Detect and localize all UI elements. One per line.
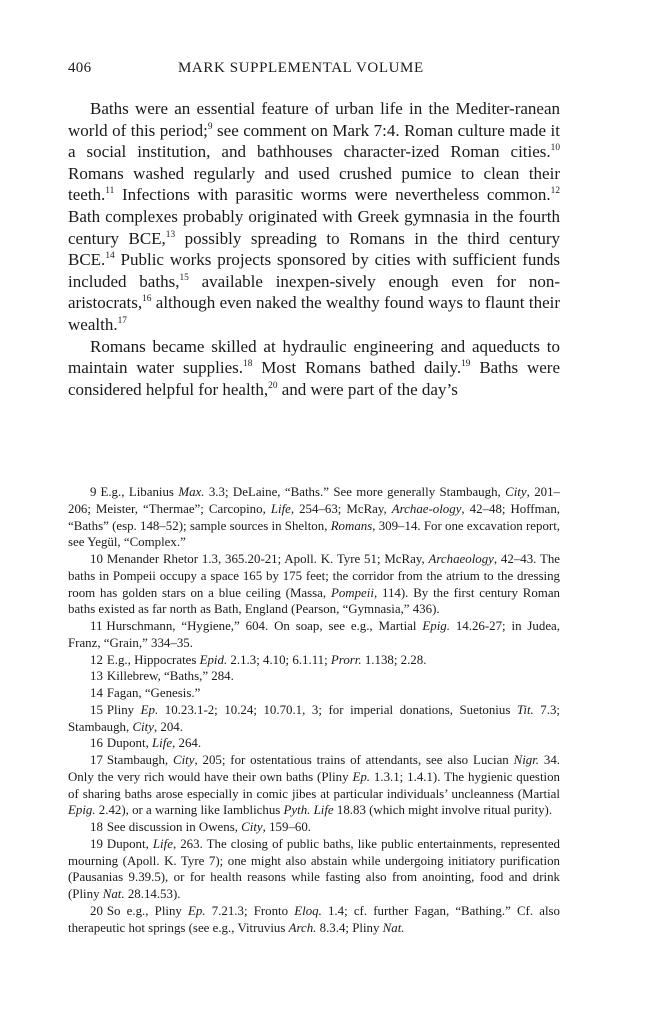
text-run: although even naked the wealthy found ways to flaunt their wealth.: [68, 293, 560, 334]
footnote: [68, 685, 560, 702]
footnotes: [68, 484, 560, 936]
text-run: Romans washed regularly and used crushed pumice to clean their teeth.: [68, 163, 560, 205]
italic-title: City: [241, 820, 263, 834]
footnote-number: 9: [90, 485, 97, 499]
text-run: 28.14.53).: [124, 887, 181, 901]
footnote-marker: 19: [461, 359, 471, 370]
footnote: [68, 702, 560, 736]
footnote-number: 20: [90, 903, 103, 918]
footnote-marker: 13: [165, 229, 176, 240]
text-run: , 205; for ostentatious trains of attendants, see also Lucian: [194, 753, 514, 767]
text-run: and were part of the day’s: [277, 379, 458, 399]
footnote-marker: 18: [243, 359, 253, 370]
italic-title: Ep.: [352, 769, 371, 784]
footnote-number: 14: [90, 686, 103, 700]
text-run: 8.3.4; Pliny: [316, 920, 383, 935]
text-run: 7.3; Stambaugh,: [68, 702, 560, 734]
footnote-marker: 14: [105, 251, 115, 262]
text-run: 18.83 (which might involve ritual purity).: [333, 803, 553, 818]
text-run: , 114). By the first century Roman baths existed as far north as Bath, England (Pearson, “Gymnasia,” 436).: [68, 585, 560, 617]
footnote: [68, 668, 560, 685]
italic-title: Prorr.: [330, 652, 362, 667]
text-run: 7.21.3; Fronto: [205, 903, 295, 918]
text-run: Fagan, “Genesis.”: [106, 686, 201, 700]
footnote-number: 16: [90, 736, 103, 751]
text-run: Public works projects sponsored by cities with sufficient funds included baths,: [68, 250, 560, 291]
text-run: , 264.: [172, 736, 202, 751]
body-paragraph: [68, 336, 560, 401]
text-run: Infections with parasitic worms were nevertheless common.: [114, 185, 551, 205]
text-run: 2.1.3; 4.10; 6.1.11;: [227, 652, 331, 667]
text-run: Menander Rhetor 1.3, 365.20-21; Apoll. K. Tyre 51; McRay,: [106, 552, 429, 566]
footnote-number: 15: [90, 702, 103, 717]
italic-title: Archae-ology: [391, 501, 462, 516]
text-run: E.g., Hippocrates: [106, 652, 200, 667]
italic-title: Ep.: [188, 903, 206, 918]
text-run: Hurschmann, “Hygiene,” 604. On soap, see e.g., Martial: [106, 619, 423, 633]
text-run: 14.26-27; in Judea, Franz, “Grain,” 334–35.: [68, 619, 560, 650]
italic-title: Archaeology: [428, 552, 494, 566]
text-run: 1.4; cf. further Fagan, “Bathing.” Cf. also therapeutic hot springs (see e.g., Vitruvius: [68, 903, 560, 935]
italic-title: City: [505, 485, 527, 499]
text-run: 2.42), or a warning like Iamblichus: [95, 803, 284, 818]
italic-title: Epig.: [422, 619, 450, 633]
footnote: [68, 618, 560, 652]
italic-title: Nat.: [382, 920, 405, 935]
footnote: [68, 484, 560, 551]
text-run: , 204.: [153, 719, 183, 734]
footnote: [68, 752, 560, 819]
text-run: 10.23.1-2; 10.24; 10.70.1, 3; for imperial donations, Suetonius: [158, 702, 517, 717]
footnote-marker: 20: [268, 380, 278, 391]
italic-title: Epig.: [68, 803, 96, 818]
footnote-number: 13: [90, 669, 103, 684]
text-run: , 42–43. The baths in Pompeii occupy a space 165 by 175 feet; the corridor from the atrium to the dressing room has golden stars on a blue ceiling (Massa,: [68, 552, 560, 600]
text-run: available inexpen-sively enough even for non-aristocrats,: [68, 271, 560, 313]
footnote-marker: 17: [117, 315, 127, 326]
text-run: , 201–206; Meister, “Thermae”; Carcopino,: [68, 485, 560, 516]
text-run: see comment on Mark 7:4. Roman culture made it a social institution, and bathhouses character-ized Roman cities.: [68, 120, 560, 162]
italic-title: Life: [152, 736, 173, 751]
italic-title: Eloq.: [294, 903, 322, 918]
footnote-marker: 11: [105, 186, 115, 197]
text-run: 1.3.1; 1.4.1). The hygienic question of sharing baths arose especially in comic jibes at particular individuals’ uncleanness (Martial: [68, 769, 560, 801]
italic-title: Life: [270, 501, 291, 516]
text-run: Pliny: [106, 702, 141, 717]
footnote: [68, 652, 560, 669]
italic-title: Life: [152, 836, 173, 851]
text-run: Dupont,: [106, 736, 153, 751]
main-text: [68, 98, 560, 400]
text-run: Killebrew, “Baths,” 284.: [106, 669, 234, 684]
text-run: See discussion in Owens,: [106, 820, 242, 834]
italic-title: Pyth. Life: [283, 803, 334, 818]
italic-title: Nigr.: [513, 753, 540, 767]
italic-title: City: [132, 719, 154, 734]
text-run: Baths were considered helpful for health,: [68, 358, 560, 399]
text-run: 1.138; 2.28.: [361, 652, 427, 667]
footnote-marker: 16: [142, 294, 152, 305]
footnote: [68, 819, 560, 836]
italic-title: City: [172, 753, 195, 767]
footnote-number: 11: [90, 619, 103, 633]
text-run: Baths were an essential feature of urban life in the Mediter-ranean world of this period;: [68, 99, 560, 140]
footnote: [68, 903, 560, 937]
italic-title: Tit.: [516, 702, 534, 717]
footnote-number: 12: [90, 652, 103, 667]
text-run: 3.3; DeLaine, “Baths.” See more generally Stambaugh,: [204, 485, 506, 499]
text-run: , 254–63; McRay,: [290, 501, 392, 516]
text-run: , 42–48; Hoffman, “Baths” (esp. 148–52); sample sources in Shelton,: [68, 501, 561, 533]
italic-title: Max.: [178, 485, 205, 499]
italic-title: Pompeii: [330, 585, 374, 600]
footnote-marker: 10: [550, 143, 560, 154]
footnote-marker: 15: [179, 272, 189, 283]
body-paragraph: [68, 98, 560, 336]
italic-title: Nat.: [102, 887, 125, 901]
text-run: , 263. The closing of public baths, like public entertainments, represented mourning (Apoll. K. Tyre 7); one might also abstain while undergoing initiatory purification (Pausanias 9.39.5), or for health reasons while fasting also from anointing, food and drink (Pliny: [68, 836, 560, 901]
text-run: Bath complexes probably originated with Greek gymnasia in the fourth century BCE,: [68, 206, 560, 248]
text-run: Stambaugh,: [106, 753, 173, 767]
text-run: E.g., Libanius: [100, 485, 179, 499]
footnote: [68, 735, 560, 752]
italic-title: Epid.: [199, 652, 228, 667]
footnote-marker: 12: [550, 186, 560, 197]
text-run: Most Romans bathed daily.: [252, 358, 462, 378]
page-number: 406: [68, 60, 92, 76]
text-run: So e.g., Pliny: [106, 903, 189, 918]
text-run: possibly spreading to Romans in the third century BCE.: [68, 228, 560, 270]
text-run: Romans became skilled at hydraulic engineering and aqueducts to maintain water supplies.: [68, 336, 560, 378]
footnote-number: 17: [90, 753, 103, 767]
text-run: Dupont,: [106, 836, 153, 851]
text-run: 34. Only the very rich would have their own baths (Pliny: [68, 753, 560, 784]
running-title: MARK SUPPLEMENTAL VOLUME: [178, 60, 424, 76]
footnote-number: 10: [90, 552, 103, 566]
footnote-marker: 9: [207, 121, 213, 132]
footnote-number: 19: [90, 836, 103, 851]
text-run: , 309–14. For one excavation report, see Yegül, “Complex.”: [68, 518, 560, 550]
footnote: [68, 551, 560, 618]
italic-title: Ep.: [140, 702, 159, 717]
text-run: , 159–60.: [262, 820, 311, 834]
italic-title: Arch.: [288, 920, 317, 935]
italic-title: Romans: [330, 518, 373, 533]
running-header: [68, 60, 560, 82]
footnote: [68, 836, 560, 903]
footnote-number: 18: [90, 820, 103, 834]
